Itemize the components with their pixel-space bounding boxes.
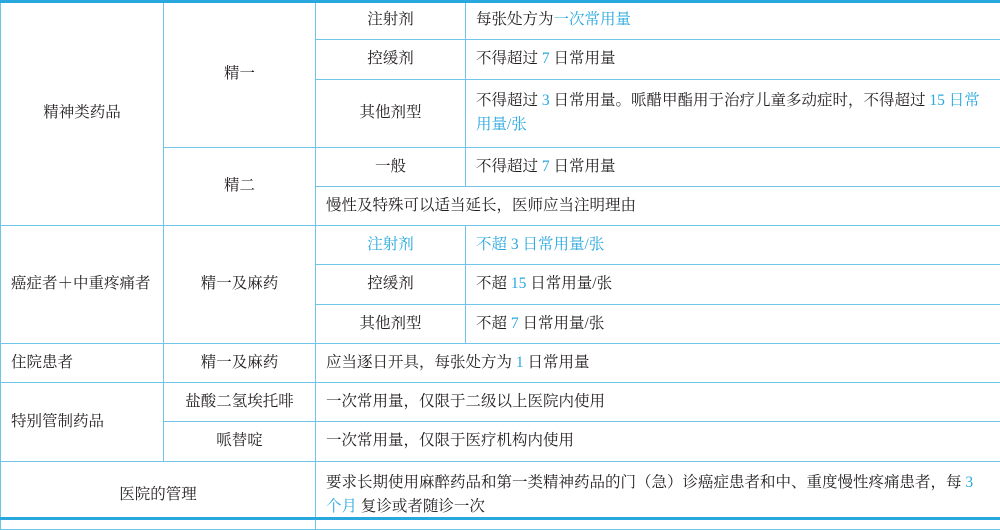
rule-text-highlight: 15 <box>511 275 527 292</box>
rule-text-suffix: 日常用量 <box>528 354 590 371</box>
rule-text-highlight: 一次常用量 <box>554 11 632 28</box>
cell-form-controlled: 控缓剂 <box>316 40 466 79</box>
rule-text-highlight: 1 <box>516 354 524 371</box>
cell-rule-8 <box>466 304 1000 343</box>
rule-text-seg1: 不得超过 <box>476 92 538 109</box>
rule-text-seg1: 要求长期使用麻醉药品和第一类精神药品的门（急）诊癌症患者和中、重度慢性疼痛患者，每 <box>326 474 962 491</box>
cell-form-other: 其他剂型 <box>316 79 466 147</box>
cell-form-general: 一般 <box>316 147 466 186</box>
cell-drug-jing1-ma: 精一及麻药 <box>164 226 316 344</box>
top-rule <box>0 0 1000 3</box>
rule-text-prefix: 不得超过 <box>476 158 538 175</box>
rule-text-prefix: 每张处方为 <box>476 11 554 28</box>
cell-rule-3 <box>466 79 1000 147</box>
cell-form-injection: 注射剂 <box>316 1 466 40</box>
cell-drug-pethidine: 哌替啶 <box>164 422 316 461</box>
table-row <box>1 226 1000 265</box>
cell-rule-11: 一次常用量，仅限于医疗机构内使用 <box>316 422 1000 461</box>
rule-text-highlight-2: 15 <box>929 92 945 109</box>
rule-text-highlight-1: 3 <box>542 92 550 109</box>
cell-rule-6 <box>466 226 1000 265</box>
rule-text-suffix: 日常用量 <box>554 158 616 175</box>
rule-text-highlight: 3 个月 <box>326 474 973 514</box>
cell-rule-1 <box>466 1 1000 40</box>
rule-text-prefix: 不超 <box>476 275 507 292</box>
rule-text-seg2: 日常用量。哌醋甲酯用于治疗儿童多动症时，不得超过 <box>554 92 926 109</box>
table-row <box>1 1 1000 40</box>
cell-form-injection <box>316 226 466 265</box>
rule-text-highlight: 7 <box>511 315 519 332</box>
table-row <box>1 383 1000 422</box>
cell-drug-jing2: 精二 <box>164 147 316 226</box>
table-row <box>1 343 1000 382</box>
rule-text-suffix: 日常用量/张 <box>530 275 612 292</box>
rule-text-seg3: 日常用量/张 <box>476 92 980 132</box>
cell-category-special: 特别管制药品 <box>1 383 164 462</box>
rule-text-suffix: 日常用量 <box>554 50 616 67</box>
cell-form-controlled: 控缓剂 <box>316 265 466 304</box>
cell-rule-7 <box>466 265 1000 304</box>
rule-text-seg2: 复诊或者随诊一次 <box>361 498 485 515</box>
cell-category-inpatient: 住院患者 <box>1 343 164 382</box>
rule-text-suffix: 日常用量/张 <box>523 236 605 253</box>
cell-rule-5: 慢性及特殊可以适当延长，医师应当注明理由 <box>316 186 1000 225</box>
rule-text-prefix: 不得超过 <box>476 50 538 67</box>
form-label: 注射剂 <box>367 236 414 253</box>
rule-text-prefix: 不超 <box>476 315 507 332</box>
cell-form-other: 其他剂型 <box>316 304 466 343</box>
rule-text-highlight: 7 <box>542 158 550 175</box>
cell-category-psych: 精神类药品 <box>1 1 164 226</box>
cell-rule-10: 一次常用量，仅限于二级以上医院内使用 <box>316 383 1000 422</box>
cell-rule-2 <box>466 40 1000 79</box>
cell-category-cancer: 癌症者＋中重疼痛者 <box>1 226 164 344</box>
rule-text-highlight: 7 <box>542 50 550 67</box>
rule-text-suffix: 日常用量/张 <box>523 315 605 332</box>
rule-text-highlight: 3 <box>511 236 519 253</box>
cell-drug-jing1: 精一 <box>164 1 316 148</box>
cell-rule-9 <box>316 343 1000 382</box>
cell-category-hospital: 医院的管理 <box>1 461 316 529</box>
cell-drug-dihydro: 盐酸二氢埃托啡 <box>164 383 316 422</box>
cell-drug-jing1-ma: 精一及麻药 <box>164 343 316 382</box>
cell-rule-4 <box>466 147 1000 186</box>
rule-text-prefix: 不超 <box>476 236 507 253</box>
rule-text-prefix: 应当逐日开具，每张处方为 <box>326 354 512 371</box>
